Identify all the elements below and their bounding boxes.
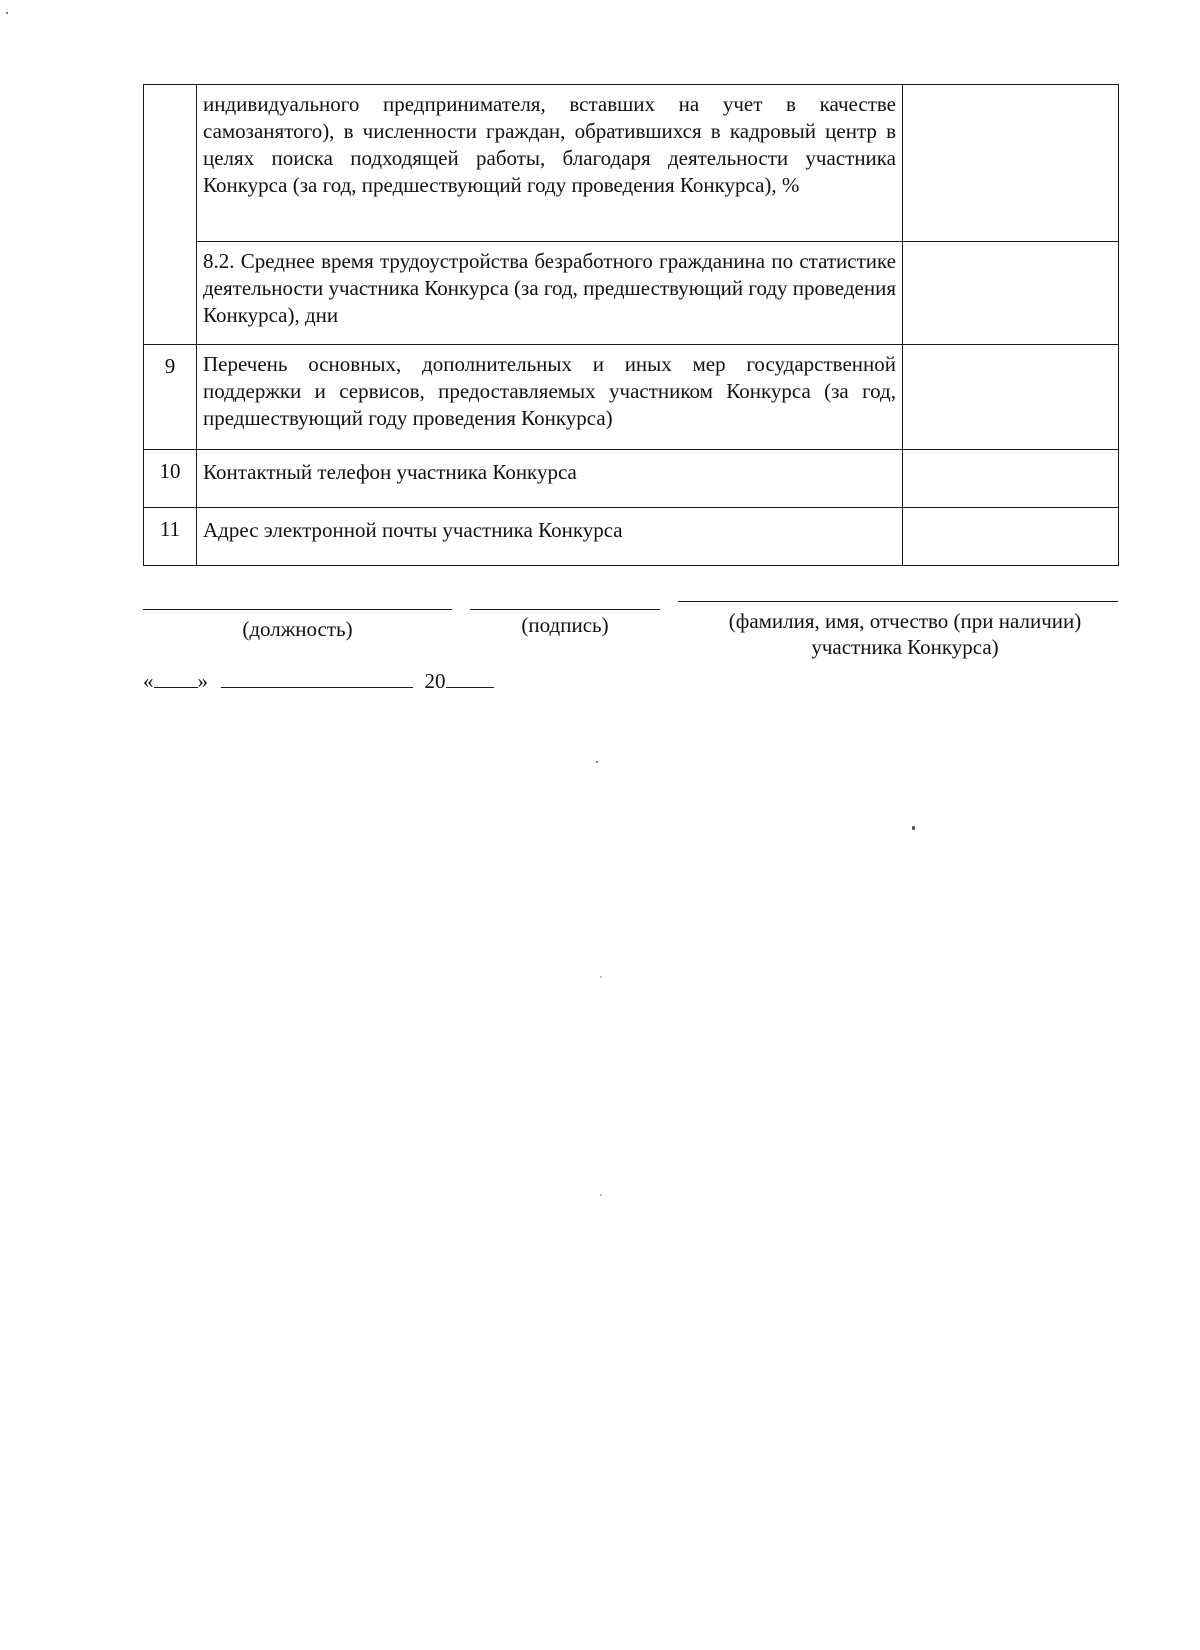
row-description: Перечень основных, дополнительных и иных мер государственной поддержки и сервисов, предоставляемых участником Конкурса (за год, предшествующий году проведения Конкурса) [197,345,903,450]
table-row [144,508,1119,566]
table-row [144,450,1119,508]
row-description: 8.2. Среднее время трудоустройства безработного гражданина по статистике деятельности участника Конкурса (за год, предшествующий году проведения Конкурса), дни [197,242,903,345]
date-field [143,667,494,694]
table-row [144,85,1119,242]
position-line[interactable] [143,609,452,610]
name-line[interactable] [678,601,1118,602]
table-row [144,242,1119,345]
row-number: 9 [144,345,197,450]
row-value-cell[interactable] [903,85,1119,242]
date-close-quote: » [197,669,208,693]
position-label: (должность) [242,617,353,641]
scan-speck [600,976,602,978]
row-value-cell[interactable] [903,345,1119,450]
month-blank[interactable] [221,667,413,688]
row-description: Контактный телефон участника Конкурса [197,450,903,508]
date-open-quote: « [143,669,154,693]
scan-speck [912,826,915,830]
row-value-cell[interactable] [903,450,1119,508]
day-blank[interactable] [154,667,198,688]
scan-speck [6,12,8,14]
row-description: индивидуального предпринимателя, вставших на учет в качестве самозанятого), в численности граждан, обратившихся в кадровый центр в целях поиска подходящей работы, благодаря деятельности участника Конкурса (за год, предшествующий году проведения Конкурса), % [197,85,903,242]
row-description: Адрес электронной почты участника Конкурса [197,508,903,566]
year-blank[interactable] [446,667,494,688]
signature-label: (подпись) [521,613,609,637]
year-prefix: 20 [424,669,446,693]
row-number: 11 [144,508,197,566]
signature-line[interactable] [470,609,660,610]
row-value-cell[interactable] [903,508,1119,566]
table-row [144,345,1119,450]
row-number [144,85,197,345]
scan-speck [596,761,598,763]
row-number: 10 [144,450,197,508]
criteria-table [143,84,1119,566]
name-label: (фамилия, имя, отчество (при наличии) участника Конкурса) [728,609,1082,659]
scan-speck [600,1194,602,1196]
row-value-cell[interactable] [903,242,1119,345]
